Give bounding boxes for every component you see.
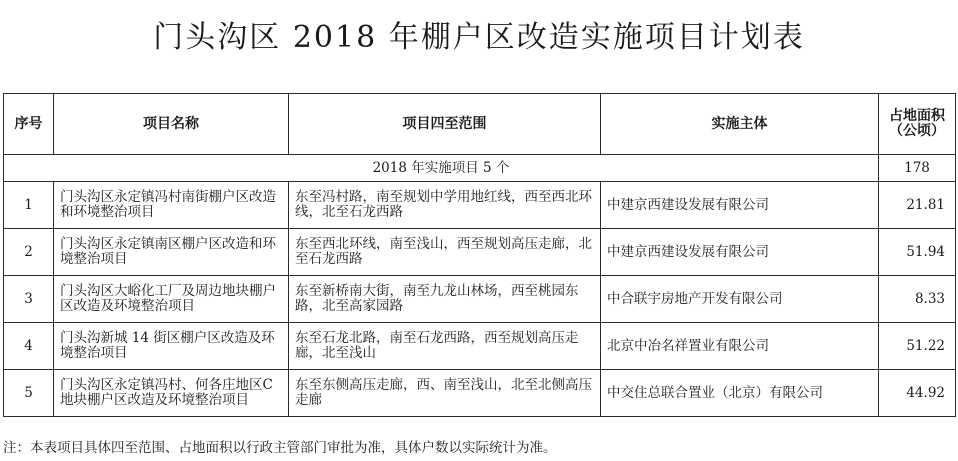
project-table (3, 93, 956, 417)
header-area-line1: 占地面积 (889, 108, 945, 124)
row-name: 门头沟区永定镇南区棚户区改造和环境整治项目 (54, 229, 289, 276)
header-row (4, 94, 956, 155)
table-row (4, 370, 956, 417)
row-range: 东至石龙北路，南至石龙西路，西至规划高压走廊，北至浅山 (289, 323, 601, 370)
row-range: 东至东侧高压走廊，西、南至浅山，北至北侧高压走廊 (289, 370, 601, 417)
row-entity: 中交住总联合置业（北京）有限公司 (601, 370, 879, 417)
row-name: 门头沟新城 14 街区棚户区改造及环境整治项目 (54, 323, 289, 370)
header-no: 序号 (4, 94, 54, 155)
summary-row (4, 155, 956, 182)
header-area (879, 94, 956, 155)
row-no: 5 (4, 370, 54, 417)
table-row (4, 182, 956, 229)
footnote: 注：本表项目具体四至范围、占地面积以行政主管部门审批为准，具体户数以实际统计为准。 (3, 440, 557, 456)
row-area: 21.81 (879, 182, 956, 229)
header-entity: 实施主体 (601, 94, 879, 155)
row-name: 门头沟区大峪化工厂及周边地块棚户区改造及环境整治项目 (54, 276, 289, 323)
row-no: 1 (4, 182, 54, 229)
table-row (4, 229, 956, 276)
row-no: 2 (4, 229, 54, 276)
row-range: 东至新桥南大街，南至九龙山林场，西至桃园东路，北至高家园路 (289, 276, 601, 323)
row-range: 东至冯村路，南至规划中学用地红线，西至西北环线，北至石龙西路 (289, 182, 601, 229)
row-entity: 中合联宇房地产开发有限公司 (601, 276, 879, 323)
header-area-line2: （公顷） (889, 123, 945, 139)
row-area: 51.94 (879, 229, 956, 276)
table-row (4, 276, 956, 323)
row-no: 3 (4, 276, 54, 323)
page-title: 门头沟区 2018 年棚户区改造实施项目计划表 (153, 20, 805, 55)
row-name: 门头沟区永定镇冯村、何各庄地区C地块棚户区改造及环境整治项目 (54, 370, 289, 417)
summary-label: 2018 年实施项目 5 个 (4, 155, 879, 182)
row-area: 51.22 (879, 323, 956, 370)
row-no: 4 (4, 323, 54, 370)
summary-total-area: 178 (879, 155, 956, 182)
row-entity: 北京中冶名祥置业有限公司 (601, 323, 879, 370)
header-name: 项目名称 (54, 94, 289, 155)
row-name: 门头沟区永定镇冯村南街棚户区改造和环境整治项目 (54, 182, 289, 229)
row-entity: 中建京西建设发展有限公司 (601, 229, 879, 276)
row-entity: 中建京西建设发展有限公司 (601, 182, 879, 229)
row-area: 44.92 (879, 370, 956, 417)
header-range: 项目四至范围 (289, 94, 601, 155)
row-range: 东至西北环线，南至浅山，西至规划高压走廊，北至石龙西路 (289, 229, 601, 276)
table-row (4, 323, 956, 370)
row-area: 8.33 (879, 276, 956, 323)
